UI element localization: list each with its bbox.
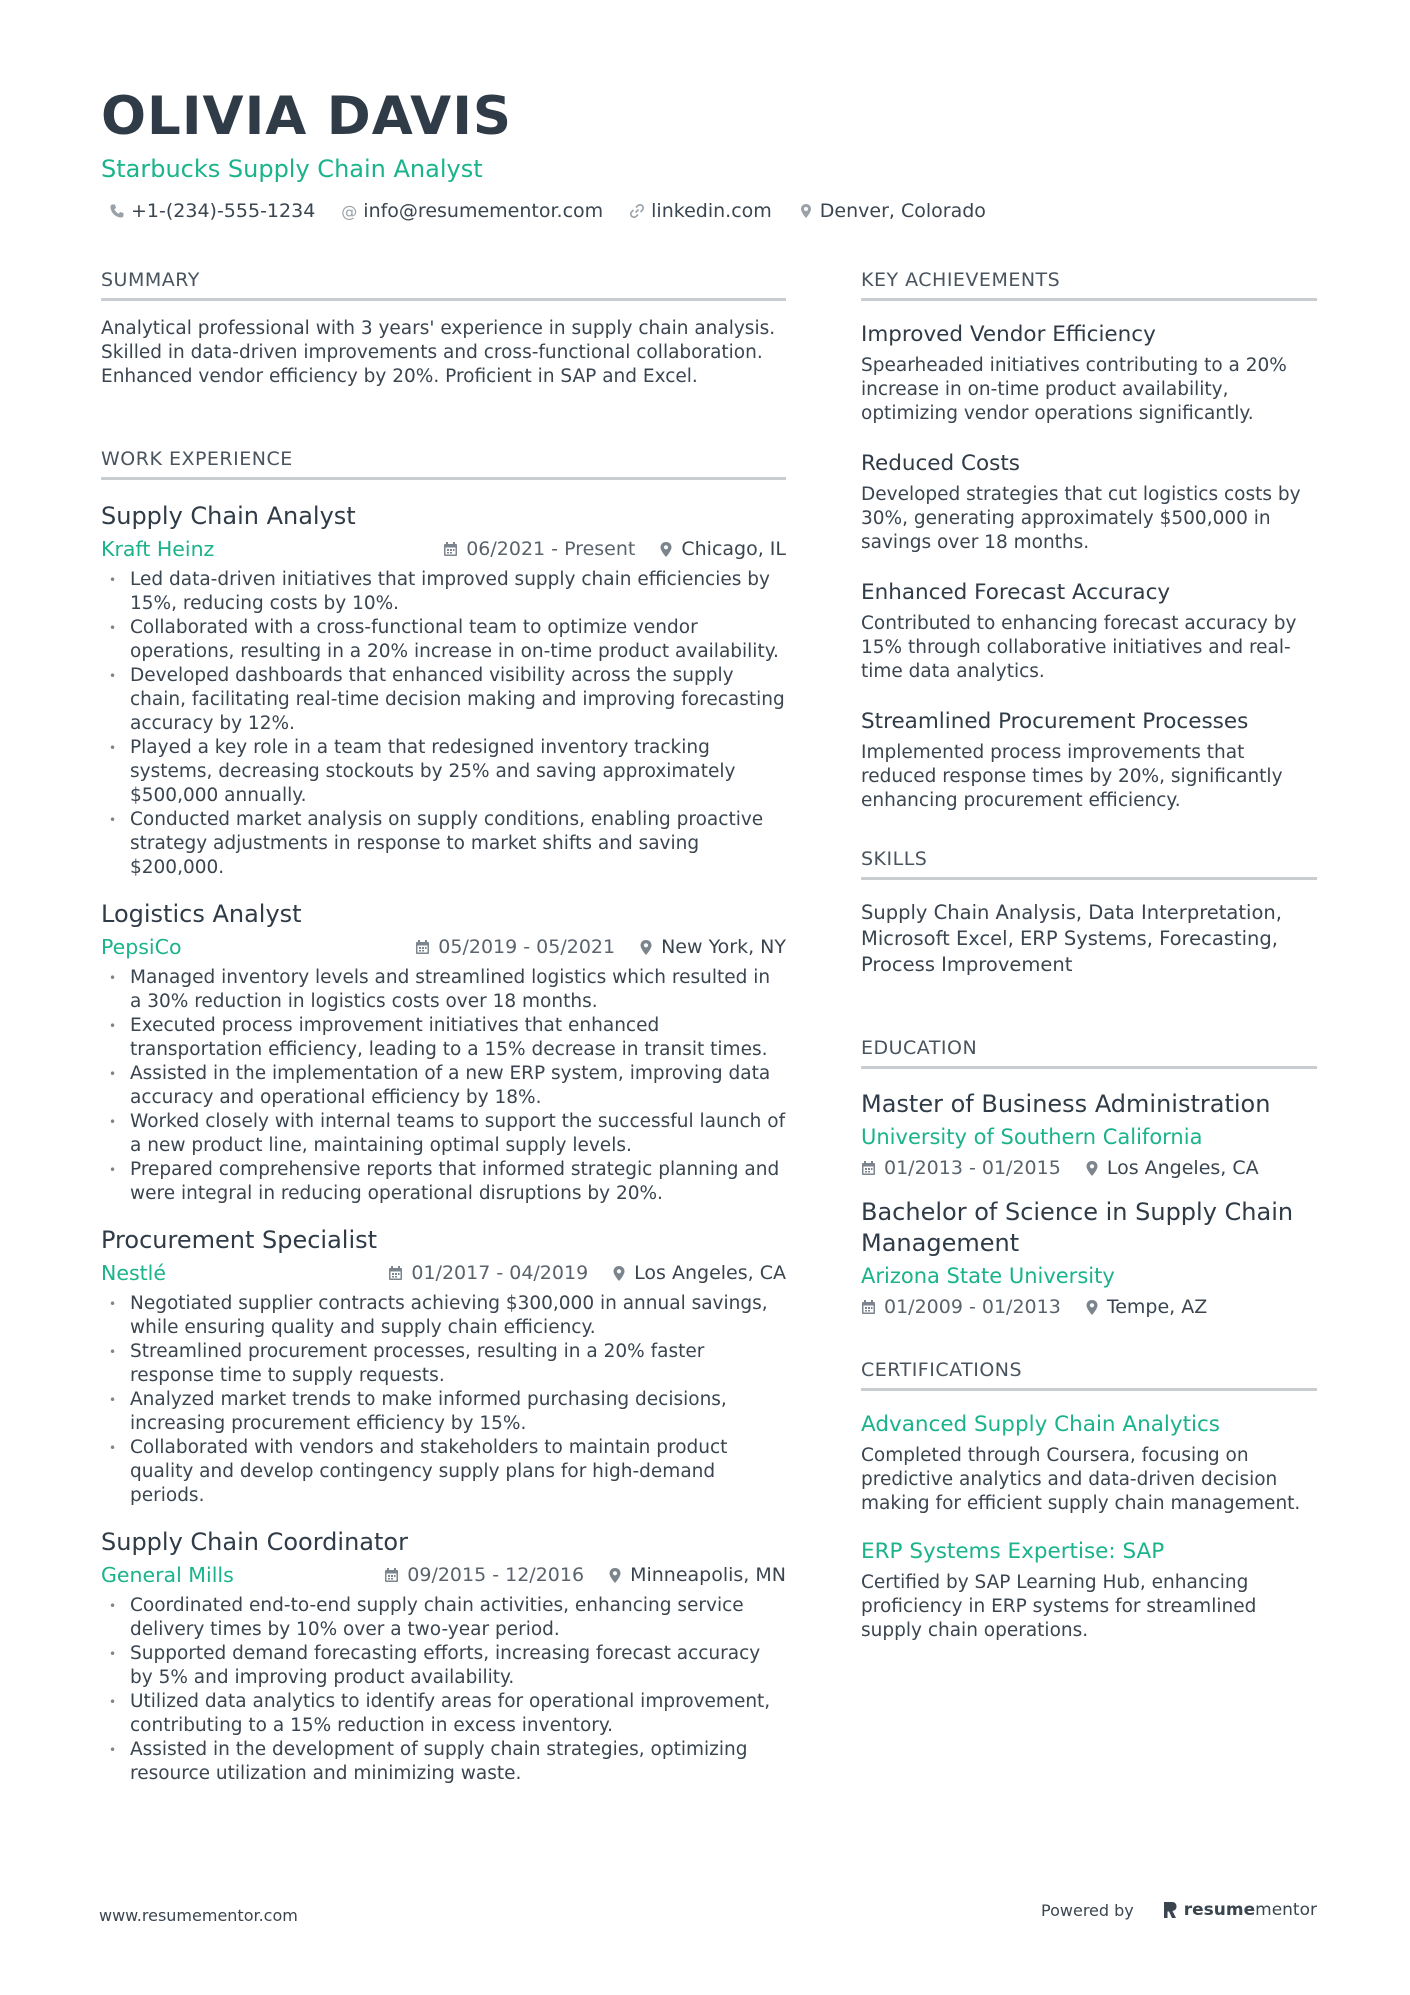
job-meta-right — [443, 538, 786, 560]
left-column — [101, 268, 786, 1804]
job-bullets — [101, 568, 786, 880]
brand-logo[interactable] — [1162, 1900, 1317, 1920]
job-meta — [101, 536, 786, 562]
contact-phone — [109, 200, 315, 222]
email-text[interactable]: info@resumementor.com — [363, 200, 604, 222]
calendar-icon — [388, 1265, 403, 1281]
achievement-item — [861, 579, 1317, 684]
bullet-item: • Supported demand forecasting efforts, increasing forecast accuracy by 5% and improving product availability. — [101, 1642, 786, 1690]
achievement-text: Developed strategies that cut logistics costs by 30%, generating approximately $500,000 in savings over 18 months. — [861, 484, 1301, 553]
contact-email[interactable] — [341, 200, 603, 222]
location-item — [612, 1262, 786, 1284]
bullet-item: • Assisted in the development of supply chain strategies, optimizing resource utilization and minimizing waste. — [101, 1738, 786, 1786]
location-item — [1085, 1296, 1207, 1318]
footer-website[interactable]: www.resumementor.com — [99, 1906, 298, 1925]
contact-linkedin[interactable] — [629, 200, 772, 222]
date-text: 01/2013 - 01/2015 — [884, 1157, 1061, 1179]
date-text: 01/2017 - 04/2019 — [411, 1262, 589, 1284]
date-text: 09/2015 - 12/2016 — [407, 1564, 585, 1586]
bullet-item: • Streamlined procurement processes, resulting in a 20% faster response time to supply requests. — [101, 1340, 786, 1388]
section-heading: KEY ACHIEVEMENTS — [861, 268, 1317, 301]
location-item — [639, 936, 786, 958]
bullet-item: • Collaborated with a cross-functional team to optimize vendor operations, resulting in a 20% increase in on-time product availability. — [101, 616, 786, 664]
bullet-item: • Conducted market analysis on supply conditions, enabling proactive strategy adjustments in response to market shifts and saving $200,000. — [101, 808, 786, 880]
location-text: Tempe, AZ — [1106, 1296, 1208, 1318]
education-meta — [861, 1296, 1317, 1318]
footer-branding — [1041, 1900, 1317, 1920]
date-item — [384, 1564, 584, 1586]
date-item — [443, 538, 635, 560]
education-item — [861, 1197, 1317, 1318]
phone-text: +1-(234)-555-1234 — [131, 200, 316, 222]
location-item — [1085, 1157, 1259, 1179]
calendar-icon — [415, 939, 430, 955]
achievement-title: Improved Vendor Efficiency — [861, 322, 1156, 347]
location-pin-icon — [659, 541, 673, 558]
location-text: Los Angeles, CA — [634, 1262, 786, 1284]
location-pin-icon — [639, 939, 653, 956]
company-name: Kraft Heinz — [101, 537, 215, 561]
achievement-title: Reduced Costs — [861, 451, 1021, 476]
location-pin-icon — [612, 1265, 626, 1282]
link-icon — [629, 203, 645, 219]
logo-icon — [1162, 1900, 1178, 1920]
achievement-text: Implemented process improvements that reduced response times by 20%, significantly enhancing procurement efficiency. — [861, 742, 1283, 811]
bullet-item: • Prepared comprehensive reports that informed strategic planning and were integral in reducing operational disruptions by 20%. — [101, 1158, 786, 1206]
job-meta-right — [415, 936, 786, 958]
achievement-item — [861, 321, 1317, 426]
date-item — [861, 1296, 1061, 1318]
contact-location — [798, 200, 986, 222]
brand-word-bold: resume — [1183, 1900, 1256, 1920]
date-text: 06/2021 - Present — [466, 538, 636, 560]
job-meta — [101, 1260, 786, 1286]
location-pin-icon — [1085, 1299, 1099, 1316]
date-item — [861, 1157, 1061, 1179]
job-entry — [101, 898, 786, 1206]
bullet-item: • Developed dashboards that enhanced visibility across the supply chain, facilitating real-time decision making and improving forecasting accuracy by 12%. — [101, 664, 786, 736]
job-bullets — [101, 1292, 786, 1508]
contact-bar — [101, 200, 1321, 222]
section-heading: SKILLS — [861, 847, 1317, 880]
phone-icon — [109, 203, 125, 219]
location-item — [608, 1564, 786, 1586]
bullet-item: • Coordinated end-to-end supply chain activities, enhancing service delivery times by 10% over a two-year period. — [101, 1594, 786, 1642]
date-text: 01/2009 - 01/2013 — [884, 1296, 1061, 1318]
education-section — [861, 1036, 1317, 1318]
degree-name: Bachelor of Science in Supply Chain Management — [861, 1198, 1294, 1257]
right-column — [861, 268, 1317, 1665]
job-meta — [101, 934, 786, 960]
bullet-item: • Managed inventory levels and streamlined logistics which resulted in a 30% reduction in logistics costs over 18 months. — [101, 966, 786, 1014]
location-item — [659, 538, 786, 560]
brand-word-thin: mentor — [1255, 1900, 1317, 1920]
linkedin-text[interactable]: linkedin.com — [651, 200, 772, 222]
powered-by-text: Powered by — [1041, 1900, 1134, 1920]
achievement-title: Streamlined Procurement Processes — [861, 709, 1249, 734]
job-meta-right — [388, 1262, 786, 1284]
school-name: Arizona State University — [861, 1264, 1115, 1288]
skills-section — [861, 847, 1317, 978]
achievement-item — [861, 450, 1317, 555]
date-item — [415, 936, 615, 958]
job-entry — [101, 1526, 786, 1786]
company-name: Nestlé — [101, 1261, 166, 1285]
experience-section — [101, 447, 786, 1786]
candidate-name: OLIVIA DAVIS — [101, 86, 513, 147]
calendar-icon — [443, 541, 458, 557]
school-name: University of Southern California — [861, 1125, 1203, 1149]
job-title: Logistics Analyst — [101, 900, 302, 928]
bullet-item: • Worked closely with internal teams to support the successful launch of a new product line, maintaining optimal supply levels. — [101, 1110, 786, 1158]
candidate-title: Starbucks Supply Chain Analyst — [101, 155, 483, 183]
section-heading: CERTIFICATIONS — [861, 1358, 1317, 1391]
certification-title: ERP Systems Expertise: SAP — [861, 1539, 1165, 1564]
certification-text: Certified by SAP Learning Hub, enhancing proficiency in ERP systems for streamlined supply chain operations. — [861, 1572, 1257, 1641]
achievement-item — [861, 708, 1317, 813]
section-heading: SUMMARY — [101, 268, 786, 301]
location-pin-icon — [1085, 1160, 1099, 1177]
bullet-item: • Negotiated supplier contracts achieving $300,000 in annual savings, while ensuring quality and supply chain efficiency. — [101, 1292, 786, 1340]
location-text: Chicago, IL — [681, 538, 786, 560]
achievement-title: Enhanced Forecast Accuracy — [861, 580, 1171, 605]
company-name: General Mills — [101, 1563, 234, 1587]
location-pin-icon — [798, 203, 814, 219]
achievement-text: Contributed to enhancing forecast accuracy by 15% through collaborative initiatives and real-time data analytics. — [861, 613, 1297, 682]
bullet-item: • Collaborated with vendors and stakeholders to maintain product quality and develop contingency supply plans for high-demand periods. — [101, 1436, 786, 1508]
skills-text: Supply Chain Analysis, Data Interpretation, Microsoft Excel, ERP Systems, Forecasting, Process Improvement — [861, 901, 1282, 976]
certification-text: Completed through Coursera, focusing on predictive analytics and data-driven decision making for efficient supply chain management. — [861, 1445, 1301, 1514]
at-icon: @ — [341, 201, 358, 221]
achievement-list — [861, 321, 1317, 813]
section-heading: WORK EXPERIENCE — [101, 447, 786, 480]
calendar-icon — [384, 1567, 399, 1583]
job-title: Procurement Specialist — [101, 1226, 378, 1254]
bullet-item: • Executed process improvement initiatives that enhanced transportation efficiency, leading to a 15% decrease in transit times. — [101, 1014, 786, 1062]
location-pin-icon — [608, 1567, 622, 1584]
location-text: New York, NY — [661, 936, 786, 958]
company-name: PepsiCo — [101, 935, 182, 959]
bullet-item: • Led data-driven initiatives that improved supply chain efficiencies by 15%, reducing costs by 10%. — [101, 568, 786, 616]
certification-item — [861, 1411, 1317, 1516]
job-meta-right — [384, 1564, 786, 1586]
certifications-section — [861, 1358, 1317, 1643]
job-meta — [101, 1562, 786, 1588]
date-text: 05/2019 - 05/2021 — [438, 936, 616, 958]
job-list — [101, 500, 786, 1786]
job-title: Supply Chain Analyst — [101, 502, 356, 530]
bullet-item: • Assisted in the implementation of a new ERP system, improving data accuracy and operational efficiency by 18%. — [101, 1062, 786, 1110]
education-item — [861, 1089, 1317, 1179]
calendar-icon — [861, 1160, 876, 1176]
location-text: Los Angeles, CA — [1106, 1157, 1259, 1179]
bullet-item: • Analyzed market trends to make informed purchasing decisions, increasing procurement efficiency by 15%. — [101, 1388, 786, 1436]
job-title: Supply Chain Coordinator — [101, 1528, 408, 1556]
bullet-item: • Utilized data analytics to identify areas for operational improvement, contributing to a 15% reduction in excess inventory. — [101, 1690, 786, 1738]
certification-title: Advanced Supply Chain Analytics — [861, 1412, 1221, 1437]
degree-name: Master of Business Administration — [861, 1090, 1271, 1118]
date-item — [388, 1262, 588, 1284]
certification-item — [861, 1538, 1317, 1643]
education-list — [861, 1089, 1317, 1318]
job-entry — [101, 500, 786, 880]
calendar-icon — [861, 1299, 876, 1315]
resume-header — [101, 86, 1321, 222]
certification-list — [861, 1411, 1317, 1643]
job-entry — [101, 1224, 786, 1508]
location-text: Minneapolis, MN — [630, 1564, 786, 1586]
bullet-item: • Played a key role in a team that redesigned inventory tracking systems, decreasing stockouts by 25% and saving approximately $500,000 annually. — [101, 736, 786, 808]
summary-text: Analytical professional with 3 years' experience in supply chain analysis. Skilled in data-driven improvements and cross-functional collaboration. Enhanced vendor efficiency by 20%. Proficient in SAP and Excel. — [101, 318, 776, 387]
job-bullets — [101, 966, 786, 1206]
achievements-section — [861, 268, 1317, 813]
job-bullets — [101, 1594, 786, 1786]
summary-section — [101, 268, 786, 389]
education-meta — [861, 1157, 1317, 1179]
section-heading: EDUCATION — [861, 1036, 1317, 1069]
achievement-text: Spearheaded initiatives contributing to a 20% increase in on-time product availability, optimizing vendor operations significantly. — [861, 355, 1287, 424]
location-text: Denver, Colorado — [819, 200, 986, 222]
